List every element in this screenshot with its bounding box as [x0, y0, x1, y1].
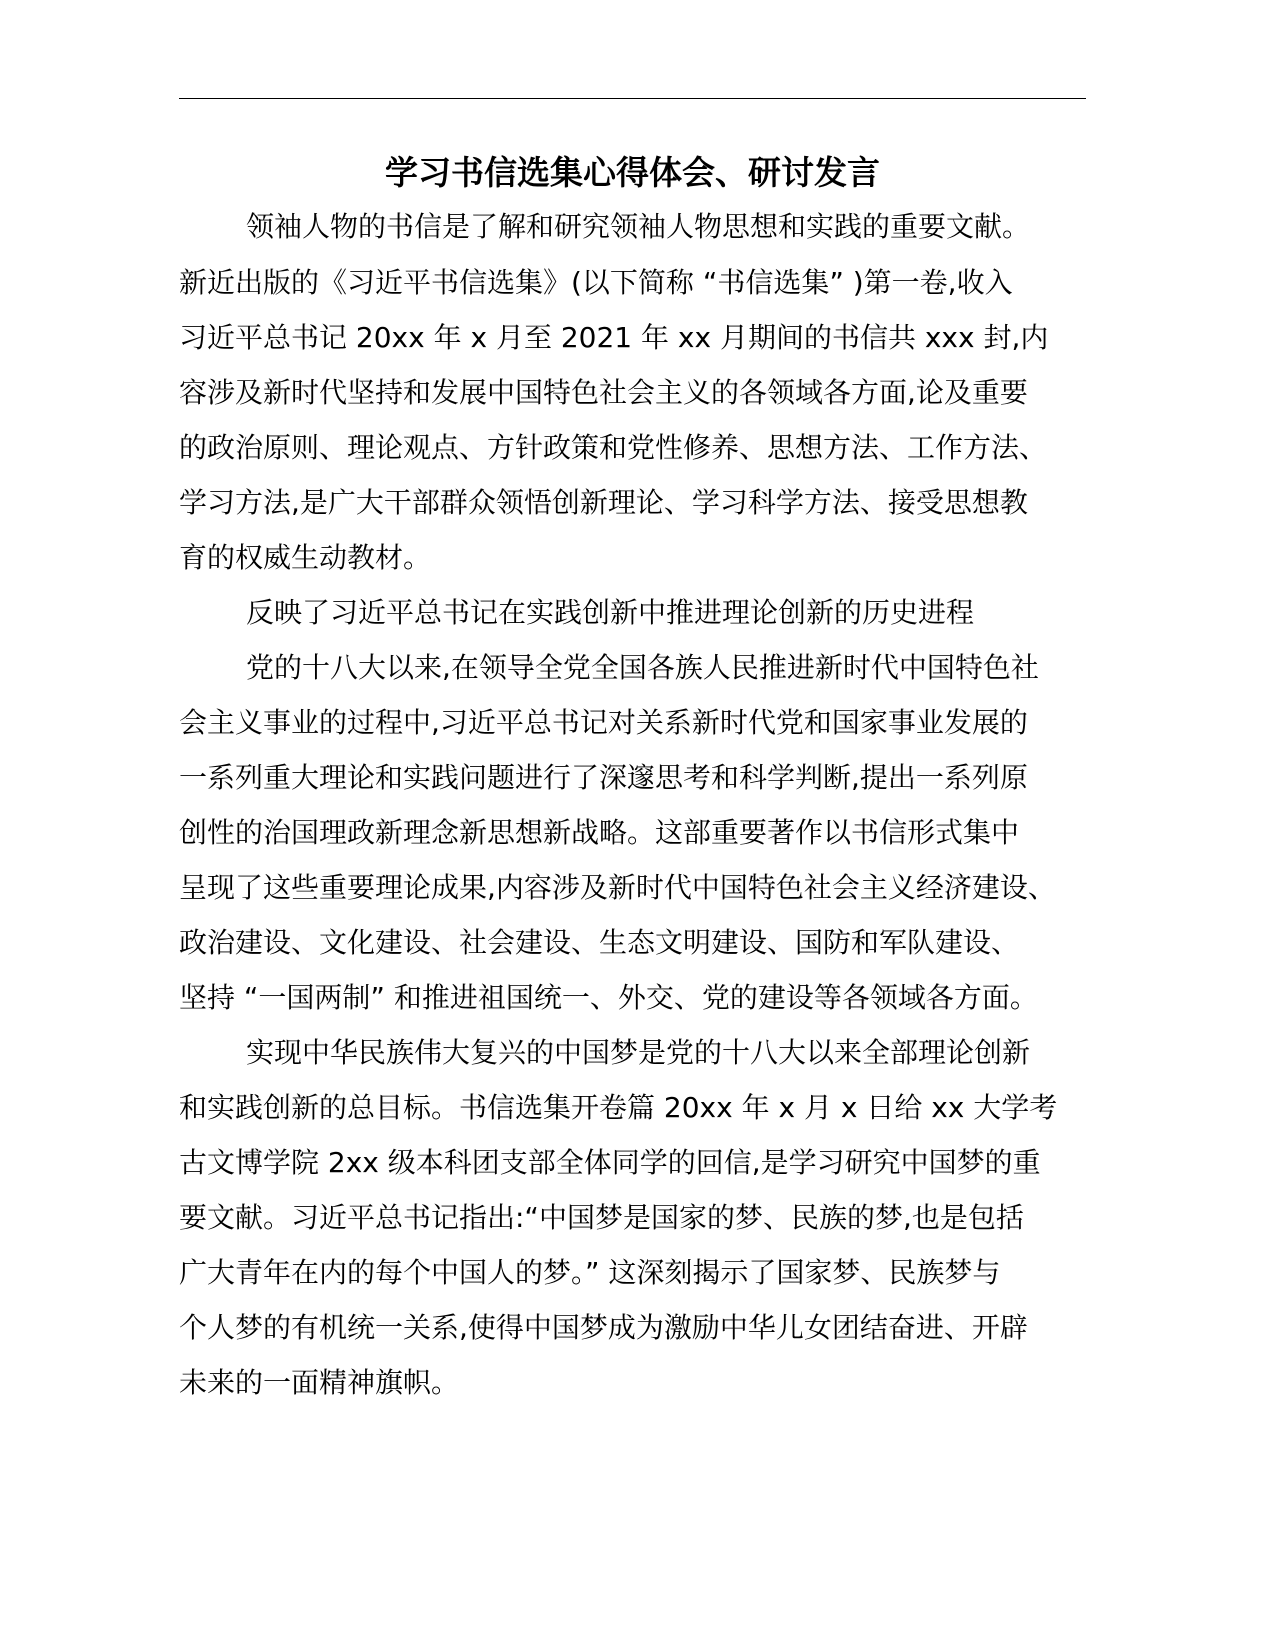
paragraph-line: 容涉及新时代坚持和发展中国特色社会主义的各领域各方面,论及重要 — [179, 376, 1028, 409]
paragraph-line: 领袖人物的书信是了解和研究领袖人物思想和实践的重要文献。 — [246, 210, 1031, 243]
paragraph-line: 坚持 “一国两制” 和推进祖国统一、外交、党的建设等各领域各方面。 — [179, 981, 1038, 1014]
document-title: 学习书信选集心得体会、研讨发言 — [385, 153, 880, 192]
paragraph-line: 要文献。习近平总书记指出:“中国梦是国家的梦、民族的梦,也是包括 — [179, 1201, 1024, 1234]
paragraph-line: 的政治原则、理论观点、方针政策和党性修养、思想方法、工作方法、 — [179, 431, 1048, 464]
paragraph-line: 政治建设、文化建设、社会建设、生态文明建设、国防和军队建设、 — [179, 926, 1020, 959]
paragraph-line: 实现中华民族伟大复兴的中国梦是党的十八大以来全部理论创新 — [246, 1036, 1031, 1069]
paragraph-line: 习近平总书记 20xx 年 x 月至 2021 年 xx 月期间的书信共 xxx 封,内 — [179, 321, 1049, 354]
header-rule — [179, 98, 1086, 99]
paragraph-line: 党的十八大以来,在领导全党全国各族人民推进新时代中国特色社 — [246, 651, 1039, 684]
paragraph-line: 育的权威生动教材。 — [179, 541, 432, 574]
paragraph-line: 广大青年在内的每个中国人的梦。” 这深刻揭示了国家梦、民族梦与 — [179, 1256, 1001, 1289]
section-heading: 反映了习近平总书记在实践创新中推进理论创新的历史进程 — [246, 596, 975, 629]
paragraph-line: 个人梦的有机统一关系,使得中国梦成为激励中华儿女团结奋进、开辟 — [179, 1311, 1028, 1344]
paragraph-line: 一系列重大理论和实践问题进行了深邃思考和科学判断,提出一系列原 — [179, 761, 1028, 794]
paragraph-line: 创性的治国理政新理念新思想新战略。这部重要著作以书信形式集中 — [179, 816, 1020, 849]
paragraph-line: 呈现了这些重要理论成果,内容涉及新时代中国特色社会主义经济建设、 — [179, 871, 1056, 904]
paragraph-line: 未来的一面精神旗帜。 — [179, 1366, 460, 1399]
paragraph-line: 会主义事业的过程中,习近平总书记对关系新时代党和国家事业发展的 — [179, 706, 1028, 739]
paragraph-line: 学习方法,是广大干部群众领悟创新理论、学习科学方法、接受思想教 — [179, 486, 1028, 519]
paragraph-line: 古文博学院 2xx 级本科团支部全体同学的回信,是学习研究中国梦的重 — [179, 1146, 1041, 1179]
paragraph-line: 和实践创新的总目标。书信选集开卷篇 20xx 年 x 月 x 日给 xx 大学考 — [179, 1091, 1058, 1124]
paragraph-line: 新近出版的《习近平书信选集》(以下简称 “书信选集” )第一卷,收入 — [179, 266, 1013, 299]
